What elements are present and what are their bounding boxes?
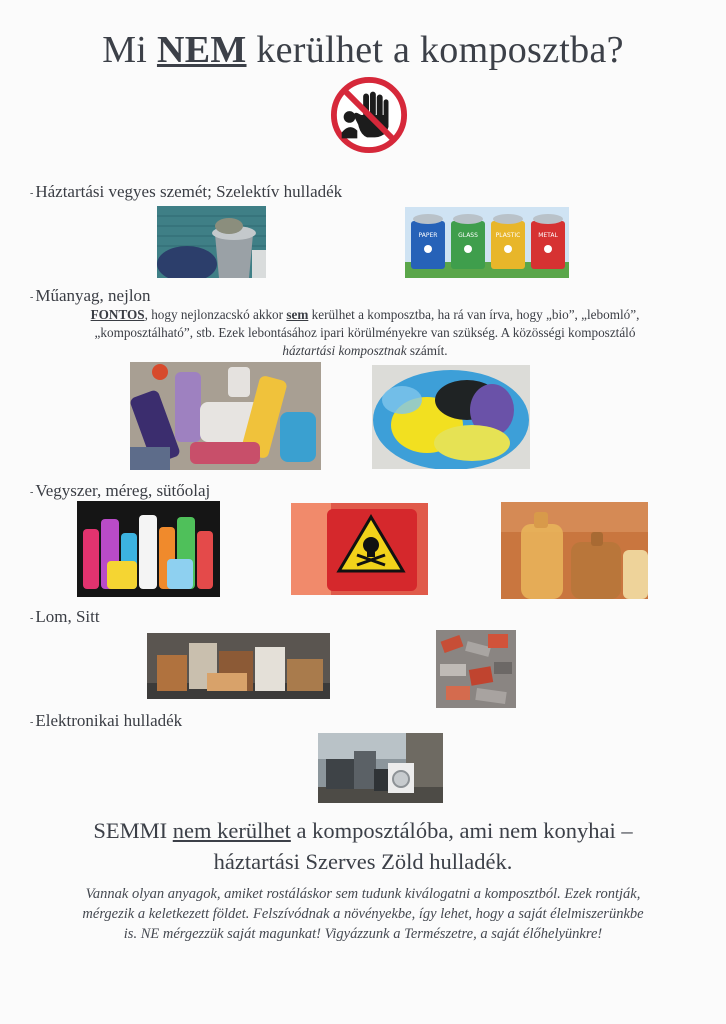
bottom-statement [0,815,726,877]
page-title [0,28,726,72]
section-heading-text: Műanyag, nejlon [35,286,151,305]
plastic-note-text: számít. [406,343,448,358]
photo-bulky-furniture [147,633,330,699]
plastic-note-italic: háztartási komposztnak [282,343,407,358]
section-heading-text: Elektronikai hulladék [35,711,183,730]
section-heading-household-waste [30,182,342,202]
photo-plastic-bags [372,365,530,469]
photo-trash-bin [157,206,266,278]
plastic-note-line-1 [30,306,700,324]
section-heading-electronic-waste [30,711,182,731]
section-heading-plastic [30,286,151,306]
bin-label-paper: PAPER [418,232,438,239]
section-heading-text: Vegyszer, méreg, sütőolaj [35,481,211,500]
photo-poison-sign [291,503,428,595]
plastic-note-sem: sem [286,307,309,322]
bottom-statement-underlined: nem kerülhet [172,818,291,843]
bottom-statement-text: SEMMI [93,818,173,843]
plastic-note-line-2: „komposztálható”, stb. Ezek lebontásához ipari körülményekre van szükség. A közösségi komposztáló [94,325,636,340]
bottom-note-line-1: Vannak olyan anyagok, amiket rostáláskor sem tudunk kiválogatni a komposztból. Ezek rontják, [85,886,641,902]
photo-used-cooking-oil [501,502,648,599]
title-text-end: kerülhet a komposztba? [246,29,624,71]
title-text-start: Mi [102,29,157,71]
section-heading-text: Háztartási vegyes szemét; Szelektív hulladék [35,182,343,201]
bottom-statement-line-1 [0,815,726,846]
bullet-dash: - [30,486,34,498]
bullet-dash: - [30,187,34,199]
bullet-dash: - [30,291,34,303]
bottom-note-line-3: is. NE mérgezzük saját magunkat! Vigyázzunk a Természetre, a saját élőhelyünkre! [123,926,603,942]
plastic-note-line-3 [30,342,700,360]
bottom-statement-text: a komposztálóba, ami nem konyhai – [290,818,633,843]
section-heading-chemicals [30,481,210,501]
bullet-dash: - [30,612,34,624]
photo-electronic-waste [318,733,443,803]
photo-plastic-bottles [130,362,321,470]
bullet-dash: - [30,716,34,728]
plastic-note-text: kerülhet a komposztba, ha rá van írva, hogy „bio”, „lebomló”, [308,307,640,322]
photo-recycling-bins [405,207,569,278]
section-heading-text: Lom, Sitt [35,607,100,626]
bottom-statement-line-2: háztartási Szerves Zöld hulladék. [213,849,513,874]
bottom-note-line-2: mérgezik a keletkezett földet. Felszívódnak a növényekbe, így lehet, hogy a saját élelmiszerünkbe [82,906,644,922]
plastic-note-text: , hogy nejlonzacskó akkor [144,307,287,322]
bottom-note [28,884,698,944]
title-emphasis-nem: NEM [156,29,247,71]
photo-chemical-bottles [77,501,220,597]
plastic-note [30,306,700,360]
bin-label-metal: METAL [538,232,558,239]
bin-label-glass: GLASS [458,232,478,239]
section-heading-bulky-waste [30,607,100,627]
bin-label-plastic: PLASTIC [495,232,521,239]
plastic-note-fontos: FONTOS [90,307,145,322]
photo-construction-rubble [436,630,516,708]
no-entry-hand-icon [330,76,408,154]
